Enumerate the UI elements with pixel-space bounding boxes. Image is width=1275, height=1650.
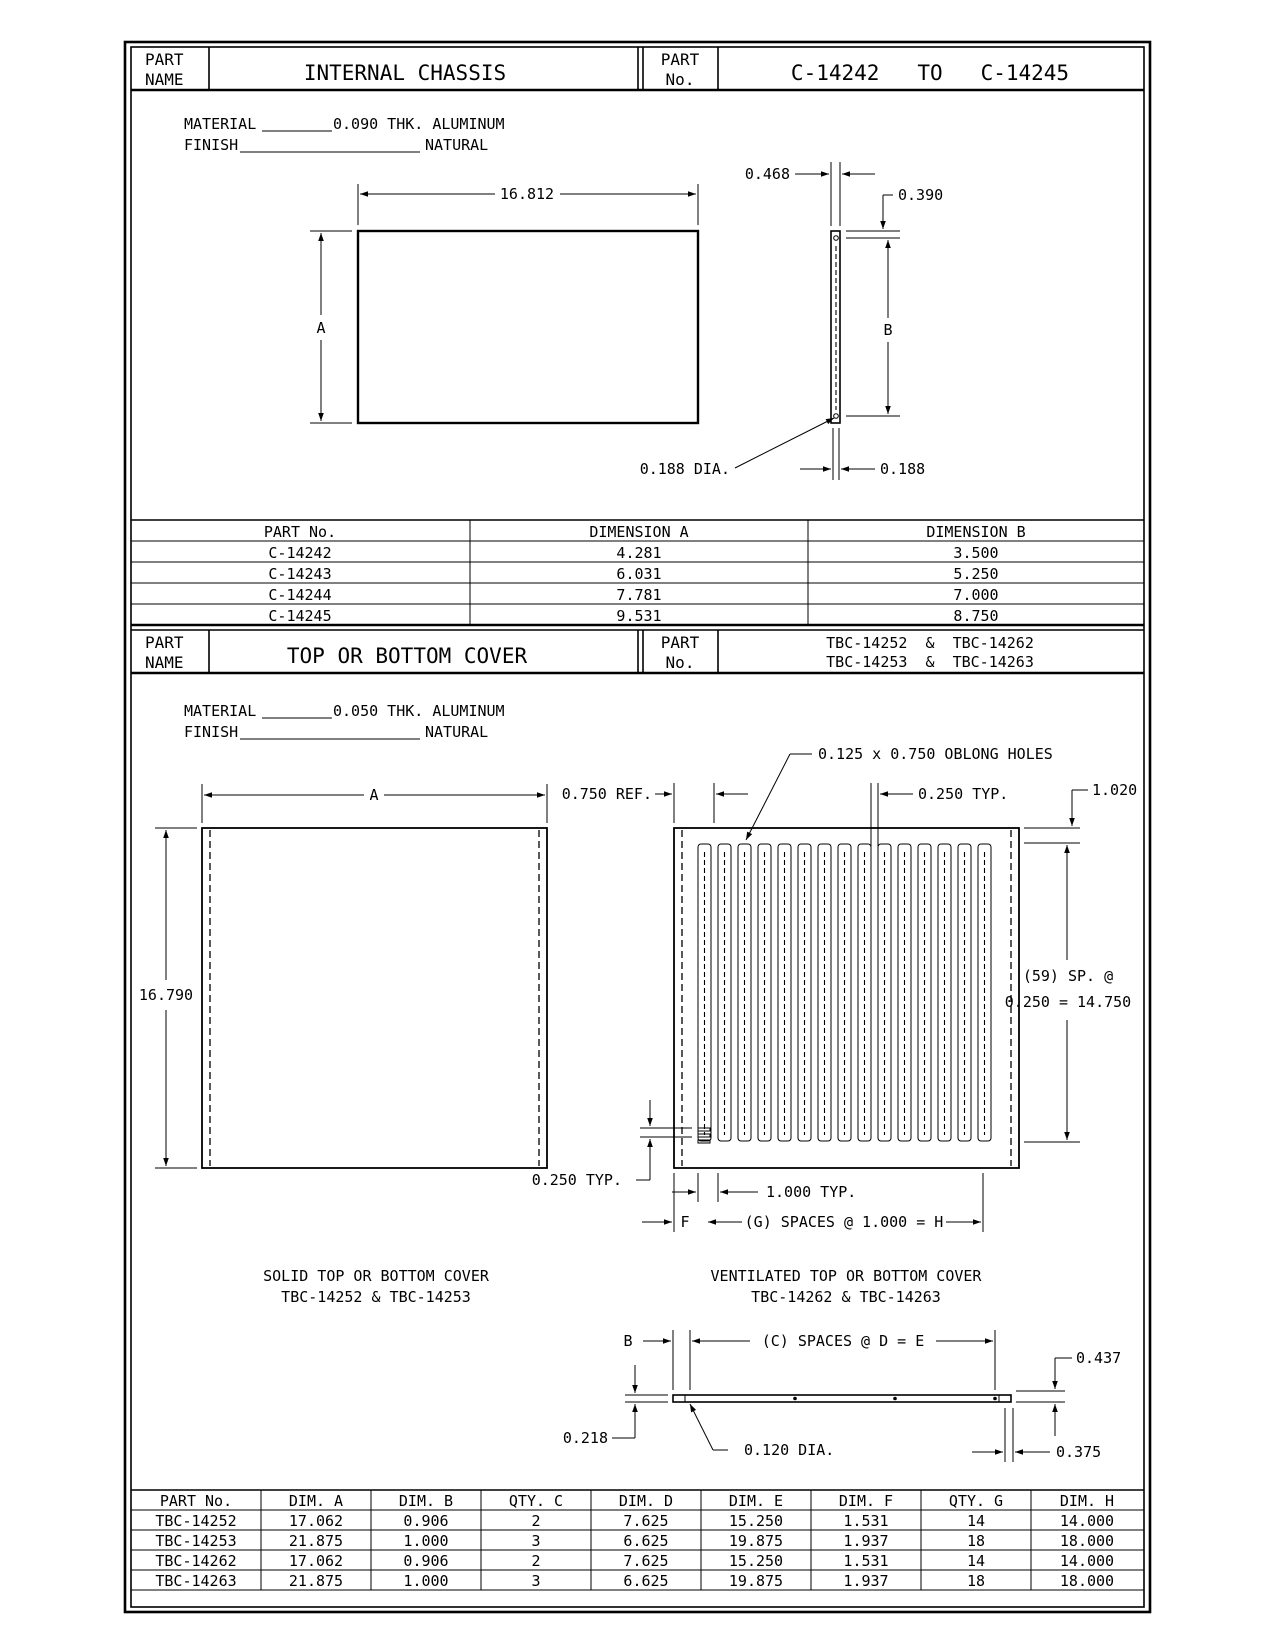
table-cell: 1.937 <box>843 1572 889 1590</box>
table-cell: 18 <box>966 1532 986 1550</box>
table-cell: 1.000 <box>403 1532 449 1550</box>
cover-table-body <box>155 1512 1114 1590</box>
table-cell: 4.281 <box>616 544 662 562</box>
cover-part-name: TOP OR BOTTOM COVER <box>286 644 528 668</box>
dim-375: 0.375 <box>1056 1443 1102 1461</box>
cover-part-no-line-2: TBC-14253 & TBC-14263 <box>826 653 1034 671</box>
dim-437: 0.437 <box>1076 1349 1122 1367</box>
oblong-holes-note: 0.125 x 0.750 OBLONG HOLES <box>818 745 1053 763</box>
table-cell: 14 <box>966 1552 986 1570</box>
table-cell: 8.750 <box>953 607 999 625</box>
side-profile-body <box>673 1395 1011 1402</box>
table-cell: 3 <box>531 1532 541 1550</box>
solid-cover-caption-1: SOLID TOP OR BOTTOM COVER <box>263 1267 489 1285</box>
cover-part-no-line-1: TBC-14252 & TBC-14262 <box>826 634 1034 652</box>
side-hole-dia: 0.120 DIA. <box>744 1441 835 1459</box>
cover-part-name-label-2: NAME <box>145 653 184 672</box>
table-row <box>268 565 998 583</box>
table-cell: TBC-14263 <box>155 1572 237 1590</box>
table-header: DIM. D <box>618 1492 674 1510</box>
chassis-part-no: C-14242 TO C-14245 <box>790 61 1070 85</box>
table-cell: 6.031 <box>616 565 662 583</box>
chassis-hole-dia-dim: 0.188 DIA. <box>639 460 730 478</box>
table-cell: 7.625 <box>623 1552 669 1570</box>
typ-dim-250-bottom: 0.250 TYP. <box>531 1171 622 1189</box>
table-row <box>155 1572 1114 1590</box>
chassis-material-label: MATERIAL <box>184 115 257 133</box>
table-cell: 14.000 <box>1059 1552 1115 1570</box>
table-header: DIM. F <box>838 1492 894 1510</box>
cover-side-profile <box>563 1330 1121 1462</box>
dim-218: 0.218 <box>562 1429 608 1447</box>
solid-cover-dim-a: A <box>369 786 379 804</box>
table-cell: 19.875 <box>728 1532 784 1550</box>
table-cell: C-14245 <box>268 607 332 625</box>
cover-finish-value: NATURAL <box>425 723 489 741</box>
table-cell: 21.875 <box>288 1532 344 1550</box>
table-cell: 14 <box>966 1512 986 1530</box>
chassis-dim-a: A <box>316 319 326 337</box>
cover-part-name-label-1: PART <box>145 633 184 652</box>
table-cell: 17.062 <box>288 1552 344 1570</box>
table-header: QTY. G <box>948 1492 1004 1510</box>
chassis-finish-label: FINISH <box>184 136 239 154</box>
typ-dim-1000: 1.000 TYP. <box>766 1183 857 1201</box>
table-cell: 0.906 <box>403 1512 449 1530</box>
table-row <box>155 1532 1114 1550</box>
cover-part-no-label-2: No. <box>665 653 695 672</box>
table-cell: 3.500 <box>953 544 999 562</box>
solid-cover-caption-2: TBC-14252 & TBC-14253 <box>281 1288 471 1306</box>
table-cell: 17.062 <box>288 1512 344 1530</box>
table-cell: 18.000 <box>1059 1532 1115 1550</box>
table-header: DIM. H <box>1059 1492 1115 1510</box>
table-cell: 9.531 <box>616 607 662 625</box>
chassis-width-dim: 16.812 <box>499 185 555 203</box>
chassis-part-name-label-2: NAME <box>145 70 184 89</box>
cover-material-value: 0.050 THK. ALUMINUM <box>333 702 505 720</box>
table-cell: 15.250 <box>728 1512 784 1530</box>
table-header: DIM. B <box>398 1492 454 1510</box>
dim-f: F <box>680 1213 690 1231</box>
chassis-dim-b: B <box>883 321 893 339</box>
chassis-plate-outline <box>358 231 698 423</box>
table-row <box>268 586 998 604</box>
table-header: DIM. A <box>288 1492 344 1510</box>
ventilated-cover-caption-1: VENTILATED TOP OR BOTTOM COVER <box>710 1267 982 1285</box>
solid-cover-height-dim: 16.790 <box>138 986 194 1004</box>
table-cell: 1.531 <box>843 1552 889 1570</box>
g-spaces-dim: (G) SPACES @ 1.000 = H <box>744 1213 944 1231</box>
table-cell: 21.875 <box>288 1572 344 1590</box>
table-cell: 6.625 <box>623 1532 669 1550</box>
table-header-row <box>160 1492 1114 1510</box>
table-cell: 18.000 <box>1059 1572 1115 1590</box>
table-cell: 15.250 <box>728 1552 784 1570</box>
table-cell: 18 <box>966 1572 986 1590</box>
table-cell: 1.531 <box>843 1512 889 1530</box>
cover-finish-label: FINISH <box>184 723 239 741</box>
cover-material-note <box>184 702 505 741</box>
chassis-material-note <box>184 115 505 154</box>
ventilated-cover-caption-2: TBC-14262 & TBC-14263 <box>751 1288 941 1306</box>
table-cell: 3 <box>531 1572 541 1590</box>
table-cell: 5.250 <box>953 565 999 583</box>
table-header: QTY. C <box>508 1492 564 1510</box>
chassis-side-view <box>640 162 943 480</box>
table-cell: C-14242 <box>268 544 332 562</box>
table-cell: TBC-14252 <box>155 1512 237 1530</box>
chassis-bottom-width-dim: 0.188 <box>880 460 926 478</box>
table-cell: 7.781 <box>616 586 662 604</box>
table-cell: 1.000 <box>403 1572 449 1590</box>
solid-cover-view <box>139 784 547 1306</box>
chassis-title-block <box>131 47 1144 90</box>
chassis-table-header-dim-b: DIMENSION B <box>926 523 1026 541</box>
sheet-border-inner <box>131 47 1144 1607</box>
table-cell: 7.000 <box>953 586 999 604</box>
table-cell: 1.937 <box>843 1532 889 1550</box>
spacing-note-line-1: (59) SP. @ <box>1022 967 1114 985</box>
table-cell: 0.906 <box>403 1552 449 1570</box>
chassis-right-offset-dim: 0.390 <box>898 186 944 204</box>
chassis-part-no-label-2: No. <box>665 70 695 89</box>
chassis-material-value: 0.090 THK. ALUMINUM <box>333 115 505 133</box>
cover-title-block <box>131 625 1144 673</box>
typ-dim-250-top: 0.250 TYP. <box>918 785 1009 803</box>
ventilated-cover-outline <box>674 828 1019 1168</box>
chassis-finish-value: NATURAL <box>425 136 489 154</box>
dim-1020: 1.020 <box>1092 781 1138 799</box>
vent-slots <box>698 844 991 1141</box>
table-cell: C-14243 <box>268 565 332 583</box>
table-cell: 2 <box>531 1552 541 1570</box>
table-cell: 14.000 <box>1059 1512 1115 1530</box>
table-row <box>155 1552 1114 1570</box>
chassis-part-name-label-1: PART <box>145 50 184 69</box>
table-row <box>268 544 998 562</box>
table-header: PART No. <box>159 1492 233 1510</box>
chassis-part-name: INTERNAL CHASSIS <box>303 61 507 85</box>
table-header: DIM. E <box>728 1492 784 1510</box>
table-cell: 2 <box>531 1512 541 1530</box>
chassis-part-no-label-1: PART <box>660 50 700 69</box>
chassis-table-header-part: PART No. <box>263 523 337 541</box>
c-spaces-dim: (C) SPACES @ D = E <box>761 1332 925 1350</box>
table-cell: TBC-14253 <box>155 1532 237 1550</box>
table-cell: TBC-14262 <box>155 1552 237 1570</box>
table-row <box>268 607 998 625</box>
table-row <box>155 1512 1114 1530</box>
chassis-top-offset-dim: 0.468 <box>744 165 790 183</box>
side-dim-b: B <box>623 1332 633 1350</box>
sheet-border <box>125 42 1150 1612</box>
ventilated-cover-view <box>532 745 1137 1306</box>
table-cell: 6.625 <box>623 1572 669 1590</box>
chassis-front-view <box>310 184 698 423</box>
cover-material-label: MATERIAL <box>184 702 257 720</box>
table-cell: 19.875 <box>728 1572 784 1590</box>
table-cell: C-14244 <box>268 586 332 604</box>
chassis-dimension-table <box>131 520 1144 625</box>
spacing-note-line-2: 0.250 = 14.750 <box>1004 993 1132 1011</box>
cover-dimension-table <box>131 1490 1144 1590</box>
ref-dim-750: 0.750 REF. <box>561 785 652 803</box>
cover-part-no-label-1: PART <box>660 633 700 652</box>
solid-cover-outline <box>202 828 547 1168</box>
chassis-table-header-dim-a: DIMENSION A <box>589 523 689 541</box>
table-cell: 7.625 <box>623 1512 669 1530</box>
